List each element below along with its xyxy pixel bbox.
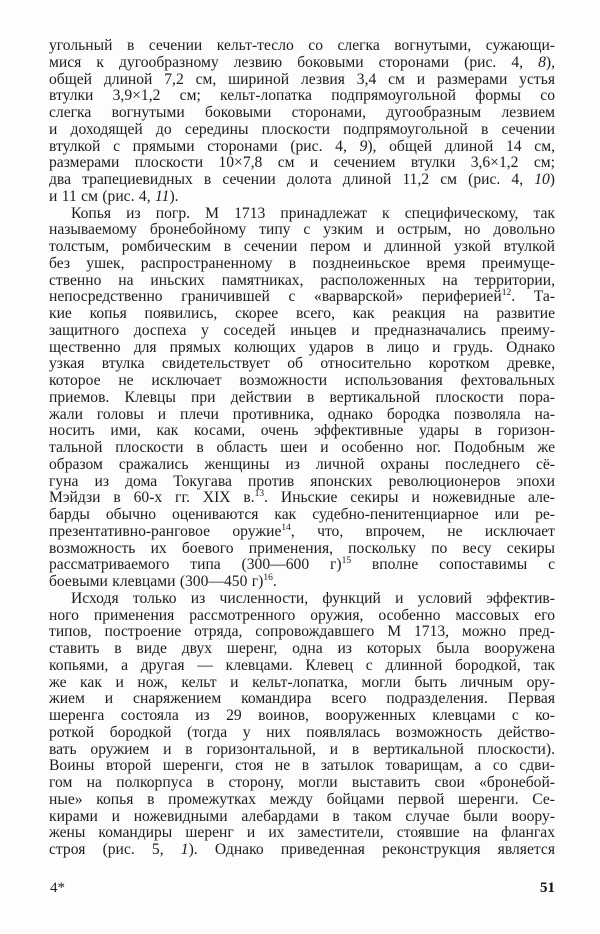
text-line: [49, 373, 555, 390]
text-segment: жием и снаряжением командира всего подразделения. Первая: [49, 690, 555, 708]
text-segment: ), общей длиной 14 см,: [367, 137, 555, 155]
text-line: [49, 742, 555, 759]
text-line: [49, 423, 555, 440]
text-line: [49, 825, 555, 842]
text-segment: угольный в сечении кельт-тесло со слегка вогнутыми, сужающи-: [49, 37, 555, 54]
text-segment: роткой бородкой (тогда у них появлялась возможность действо-: [49, 723, 555, 741]
text-segment: защитного доспеха у соседей иньцев и предназначались преиму-: [49, 321, 555, 339]
text-segment: Исходя только из численности, функций и условий эффектив-: [71, 589, 555, 607]
text-line: [49, 624, 555, 641]
text-line: [49, 323, 555, 340]
text-segment: ного применения рассмотренного оружия, особенно массовых его: [49, 606, 555, 624]
text-line: [49, 524, 555, 541]
text-line: [49, 239, 555, 256]
text-segment: строя (рис. 5,: [49, 841, 181, 858]
text-segment: ственно на иньских памятниках, расположенных на территории,: [49, 271, 555, 289]
text-segment: без ушек, распространенному в позднеиньское время преимуще-: [49, 254, 555, 272]
text-line: [49, 55, 555, 72]
footnote-ref: 15: [341, 556, 352, 567]
text-segment: носить ими, как косами, очень эффективные удары в горизон-: [49, 422, 555, 440]
text-segment: втулкой с прямыми сторонами (рис. 4,: [49, 137, 360, 155]
text-segment: ),: [545, 53, 555, 71]
text-segment: непосредственно граничившей с «варварской» периферией: [49, 288, 502, 306]
text-segment: образом сражались женщины из личной охраны последнего сё-: [49, 455, 555, 473]
figure-ref: 11: [155, 187, 170, 205]
paragraph: [49, 591, 555, 859]
text-segment: слегка вогнутыми боковыми сторонами, дугообразным лезвием: [49, 104, 555, 121]
page-number: 51: [540, 880, 555, 896]
text-line: [49, 775, 555, 792]
signature-mark: 4*: [50, 880, 65, 896]
text-segment: жены командиры шеренг и их заместители, стоявшие на флангах: [49, 824, 555, 842]
text-line: [49, 792, 555, 809]
text-segment: барды обычно оцениваются как судебно-пенитенциарное или ре-: [49, 506, 555, 523]
text-line: [49, 206, 555, 223]
text-segment: жали головы и плечи противника, однако бородка позволяла на-: [49, 405, 555, 423]
figure-ref: 9: [359, 137, 368, 155]
figure-ref: 8: [538, 53, 546, 71]
text-segment: ).: [169, 187, 179, 205]
text-line: [49, 474, 555, 491]
text-line: [49, 557, 555, 574]
footnote-ref: 13: [254, 489, 265, 500]
footnote-ref: 12: [501, 288, 512, 299]
text-segment: презентативно-ранговое оружие: [49, 522, 282, 540]
footnote-ref: 14: [281, 522, 291, 533]
text-segment: ). Однако приведенная реконструкция является: [188, 841, 555, 858]
text-segment: втулки 3,9×1,2 см; кельт-лопатка подпрямоугольной формы со: [49, 87, 555, 105]
text-line: [49, 256, 555, 273]
text-segment: рассматриваемого типа (300—600 г): [49, 556, 342, 574]
text-segment: типов, построение отряда, сопровождавшего М 1713, можно пред-: [49, 623, 555, 641]
text-line: [49, 189, 555, 206]
text-segment: и 11 см (рис. 4,: [49, 187, 155, 205]
text-segment: кие копья появились, скорее всего, как реакция на развитие: [49, 305, 555, 322]
text-line: [49, 725, 555, 742]
text-segment: мися к дугообразному лезвию боковыми сторонами (рис. 4,: [49, 53, 539, 71]
text-line: [49, 88, 555, 105]
body-text: [49, 38, 555, 859]
text-line: [49, 390, 555, 407]
text-segment: копьями, а другая — клевцами. Клевец с длинной бородкой, так: [49, 656, 555, 674]
text-line: [49, 758, 555, 775]
text-segment: кирами и ножевидными алебардами в таком случае были воору-: [49, 807, 555, 825]
text-line: [49, 306, 555, 323]
text-segment: гуна из дома Токугава против японских революционеров эпохи: [49, 472, 555, 490]
figure-ref: 1: [180, 841, 189, 858]
footnote-ref: 16: [263, 573, 273, 583]
text-segment: . Та-: [511, 288, 555, 306]
text-segment: щественно для прямых колющих ударов в лицо и грудь. Однако: [49, 338, 555, 356]
text-segment: , что, впрочем, не исключает: [290, 522, 555, 540]
text-segment: Воины второй шеренги, стоя не в затылок товарищам, а со сдви-: [49, 757, 555, 775]
text-line: [49, 591, 555, 608]
text-segment: вать оружием и в горизонтальной, и в вертикальной плоскости).: [49, 740, 555, 758]
text-line: [49, 809, 555, 826]
text-line: [49, 541, 555, 558]
text-segment: тальной плоскости в область шеи и особенно ног. Подобным же: [49, 439, 555, 456]
text-line: [49, 675, 555, 692]
text-line: [49, 708, 555, 725]
text-line: [49, 407, 555, 424]
text-line: [49, 490, 555, 507]
text-line: [49, 222, 555, 239]
text-line: [49, 356, 555, 373]
text-segment: два трапециевидных в сечении долота длиной 11,2 см (рис. 4,: [49, 171, 535, 188]
text-segment: приемов. Клевцы при действии в вертикальной плоскости пора-: [49, 388, 555, 406]
text-line: [49, 172, 555, 189]
text-line: [49, 105, 555, 122]
text-segment: шеренга состояла из 29 воинов, вооруженных клевцами с ко-: [49, 707, 555, 724]
text-segment: . Иньские секиры и ножевидные але-: [264, 489, 555, 507]
text-line: [49, 691, 555, 708]
text-line: [49, 574, 555, 591]
text-line: [49, 139, 555, 156]
text-line: [49, 658, 555, 675]
text-segment: боевыми клевцами (300—450 г): [49, 573, 264, 590]
text-line: [49, 289, 555, 306]
text-segment: называемому бронебойному типу с узким и острым, но довольно: [49, 221, 555, 239]
text-line: [49, 38, 555, 55]
text-segment: общей длиной 7,2 см, шириной лезвия 3,4 см и размерами устья: [49, 70, 555, 88]
text-segment: возможность их боевого применения, поскольку по весу секиры: [49, 539, 555, 557]
text-segment: Копья из погр. М 1713 принадлежат к специфическому, так: [71, 204, 555, 222]
text-segment: ставить в виде двух шеренг, одна из которых была вооружена: [49, 640, 555, 657]
text-segment: толстым, ромбическим в сечении пером и длинной узкой втулкой: [49, 238, 555, 255]
text-segment: вполне сопоставимы с: [351, 556, 555, 574]
figure-ref: 10: [534, 171, 550, 188]
text-line: [49, 273, 555, 290]
text-segment: ные» копья в промежутках между бойцами первой шеренги. Се-: [49, 790, 555, 808]
text-line: [49, 440, 555, 457]
text-segment: же как и нож, кельт и кельт-лопатка, могли быть личным ору-: [49, 673, 555, 691]
text-line: [49, 72, 555, 89]
text-segment: размерами плоскости 10×7,8 см и сечением втулки 3,6×1,2 см;: [49, 154, 555, 172]
paragraph: [49, 206, 555, 591]
text-segment: Мэйдзи в 60-х гг. XIX в.: [49, 489, 255, 507]
text-line: [49, 340, 555, 357]
text-segment: .: [272, 573, 277, 590]
text-line: [49, 608, 555, 625]
paragraph: [49, 38, 555, 206]
text-line: [49, 457, 555, 474]
text-line: [49, 507, 555, 524]
text-line: [49, 641, 555, 658]
text-segment: гом на полкорпуса в сторону, могли выставить свои «бронебой-: [49, 774, 555, 791]
text-segment: ): [549, 171, 555, 188]
text-line: [49, 842, 555, 859]
text-line: [49, 122, 555, 139]
text-segment: которое не исключает возможности использования фехтовальных: [49, 372, 555, 389]
text-line: [49, 155, 555, 172]
text-segment: узкая втулка свидетельствует об относительно коротком древке,: [49, 355, 555, 373]
text-segment: и доходящей до середины плоскости подпрямоугольной в сечении: [49, 120, 555, 138]
